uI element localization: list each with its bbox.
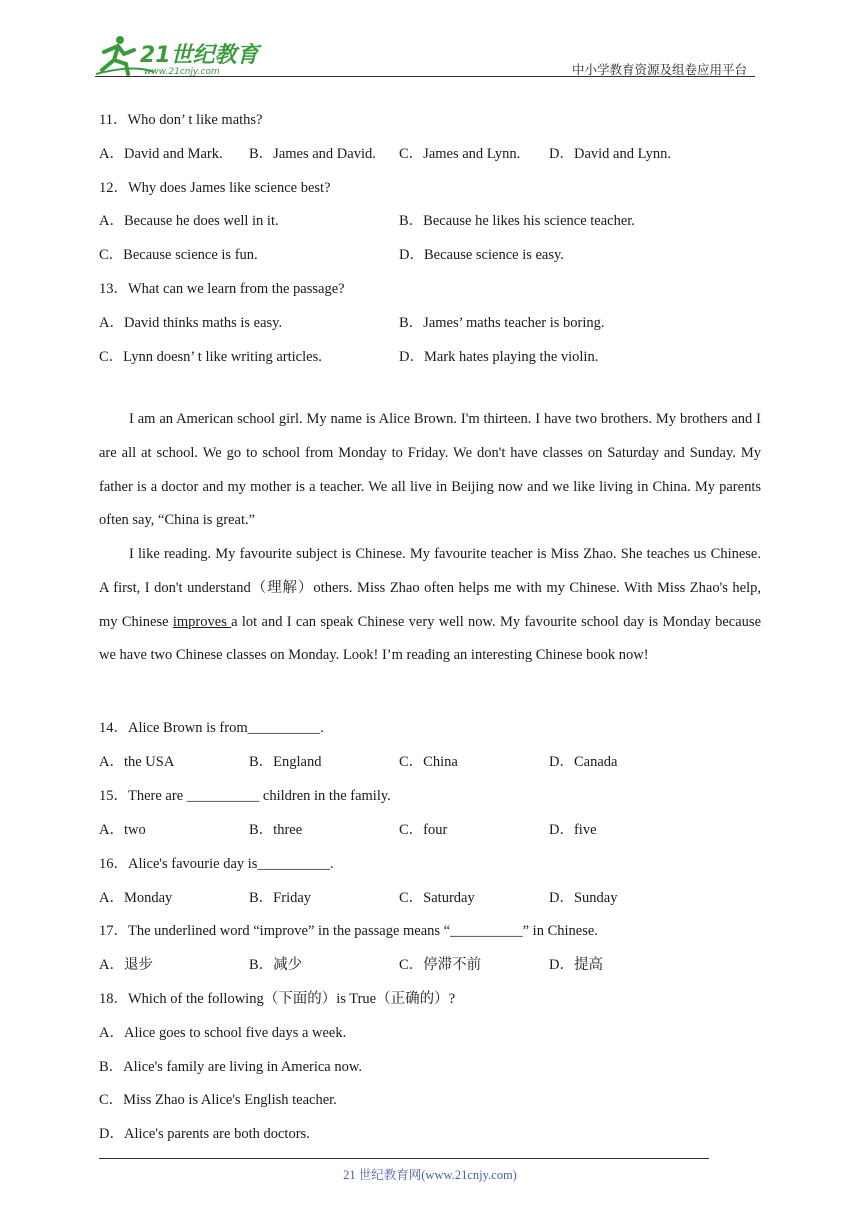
question-17-option-b[interactable]: B．减少 — [249, 957, 303, 973]
logo-text: 21世纪教育 — [140, 43, 259, 68]
question-11-option-d[interactable]: D．David and Lynn. — [549, 146, 672, 162]
site-logo — [94, 34, 274, 78]
question-11-stem: 11．Who don’ t like maths? — [99, 112, 263, 128]
question-17-stem: 17．The underlined word “improve” in the passage means “__________” in Chinese. — [99, 923, 598, 939]
question-14-option-c[interactable]: C．China — [399, 754, 458, 770]
question-18-option-d[interactable]: D．Alice's parents are both doctors. — [99, 1126, 310, 1142]
question-16-option-c[interactable]: C．Saturday — [399, 890, 475, 906]
footer-divider — [99, 1158, 709, 1159]
question-18-option-c[interactable]: C．Miss Zhao is Alice's English teacher. — [99, 1092, 337, 1108]
question-14-option-d[interactable]: D．Canada — [549, 754, 618, 770]
question-13-option-b[interactable]: B．James’ maths teacher is boring. — [399, 315, 605, 331]
question-18-option-b[interactable]: B．Alice's family are living in America now. — [99, 1059, 363, 1075]
question-18-option-a[interactable]: A．Alice goes to school five days a week. — [99, 1025, 347, 1041]
question-17-option-a[interactable]: A．退步 — [99, 957, 153, 973]
question-12-stem: 12．Why does James like science best? — [99, 180, 331, 196]
question-16-option-a[interactable]: A．Monday — [99, 890, 173, 906]
question-13-option-c[interactable]: C．Lynn doesn’ t like writing articles. — [99, 349, 322, 365]
logo-url: www.21cnjy.com — [144, 67, 220, 77]
footer-link[interactable]: 21 世纪教育网(www.21cnjy.com) — [343, 1168, 517, 1182]
question-12-option-c[interactable]: C．Because science is fun. — [99, 247, 258, 263]
question-16-option-b[interactable]: B．Friday — [249, 890, 312, 906]
passage-p2-after: a lot and I can speak Chinese very well now. My favourite school day is Monday because we have two Chinese classes on Monday. Look! I’m reading an interesting Chinese book now! — [99, 613, 762, 664]
passage-p2-before: I like reading. My favourite subject is Chinese. My favourite teacher is Miss Zhao. She teaches us Chinese. A first, I don't understand（理解）others. Miss Zhao often helps me with my Chinese. With Miss Zhao's help, my Chinese — [99, 546, 761, 630]
question-13-option-d[interactable]: D．Mark hates playing the violin. — [399, 349, 599, 365]
question-15-option-b[interactable]: B．three — [249, 822, 303, 838]
underlined-word: improves — [172, 613, 232, 630]
question-12-option-b[interactable]: B．Because he likes his science teacher. — [399, 213, 635, 229]
question-16-stem: 16．Alice's favourie day is__________. — [99, 856, 334, 872]
question-17-option-c[interactable]: C．停滞不前 — [399, 957, 482, 973]
question-11-option-a[interactable]: A．David and Mark. — [99, 146, 223, 162]
question-14-option-a[interactable]: A．the USA — [99, 754, 175, 770]
question-17-option-d[interactable]: D．提高 — [549, 957, 603, 973]
question-15-stem: 15．There are __________ children in the family. — [99, 788, 391, 804]
question-14-option-b[interactable]: B．England — [249, 754, 322, 770]
question-15-option-d[interactable]: D．five — [549, 822, 597, 838]
question-16-option-d[interactable]: D．Sunday — [549, 890, 618, 906]
question-15-option-c[interactable]: C．four — [399, 822, 448, 838]
question-11-option-c[interactable]: C．James and Lynn. — [399, 146, 521, 162]
platform-title: 中小学教育资源及组卷应用平台 — [572, 62, 748, 77]
question-18-stem: 18．Which of the following（下面的）is True（正确的）? — [99, 991, 456, 1007]
header-divider — [95, 76, 755, 77]
question-12-option-d[interactable]: D．Because science is easy. — [399, 247, 564, 263]
question-13-option-a[interactable]: A．David thinks maths is easy. — [99, 315, 283, 331]
question-14-stem: 14．Alice Brown is from__________. — [99, 720, 324, 736]
question-11-option-b[interactable]: B．James and David. — [249, 146, 376, 162]
question-15-option-a[interactable]: A．two — [99, 822, 146, 838]
passage-paragraph-1: I am an American school girl. My name is Alice Brown. I'm thirteen. I have two brothers. My brothers and I are all at school. We go to school from Monday to Friday. We don't have classes on Saturday and Sunday. My father is a doctor and my mother is a teacher. We all live in Beijing now and we like living in China. My parents often say, “China is great.” — [99, 411, 761, 529]
question-13-stem: 13．What can we learn from the passage? — [99, 281, 345, 297]
question-12-option-a[interactable]: A．Because he does well in it. — [99, 213, 279, 229]
passage-paragraph-2 — [99, 538, 761, 673]
